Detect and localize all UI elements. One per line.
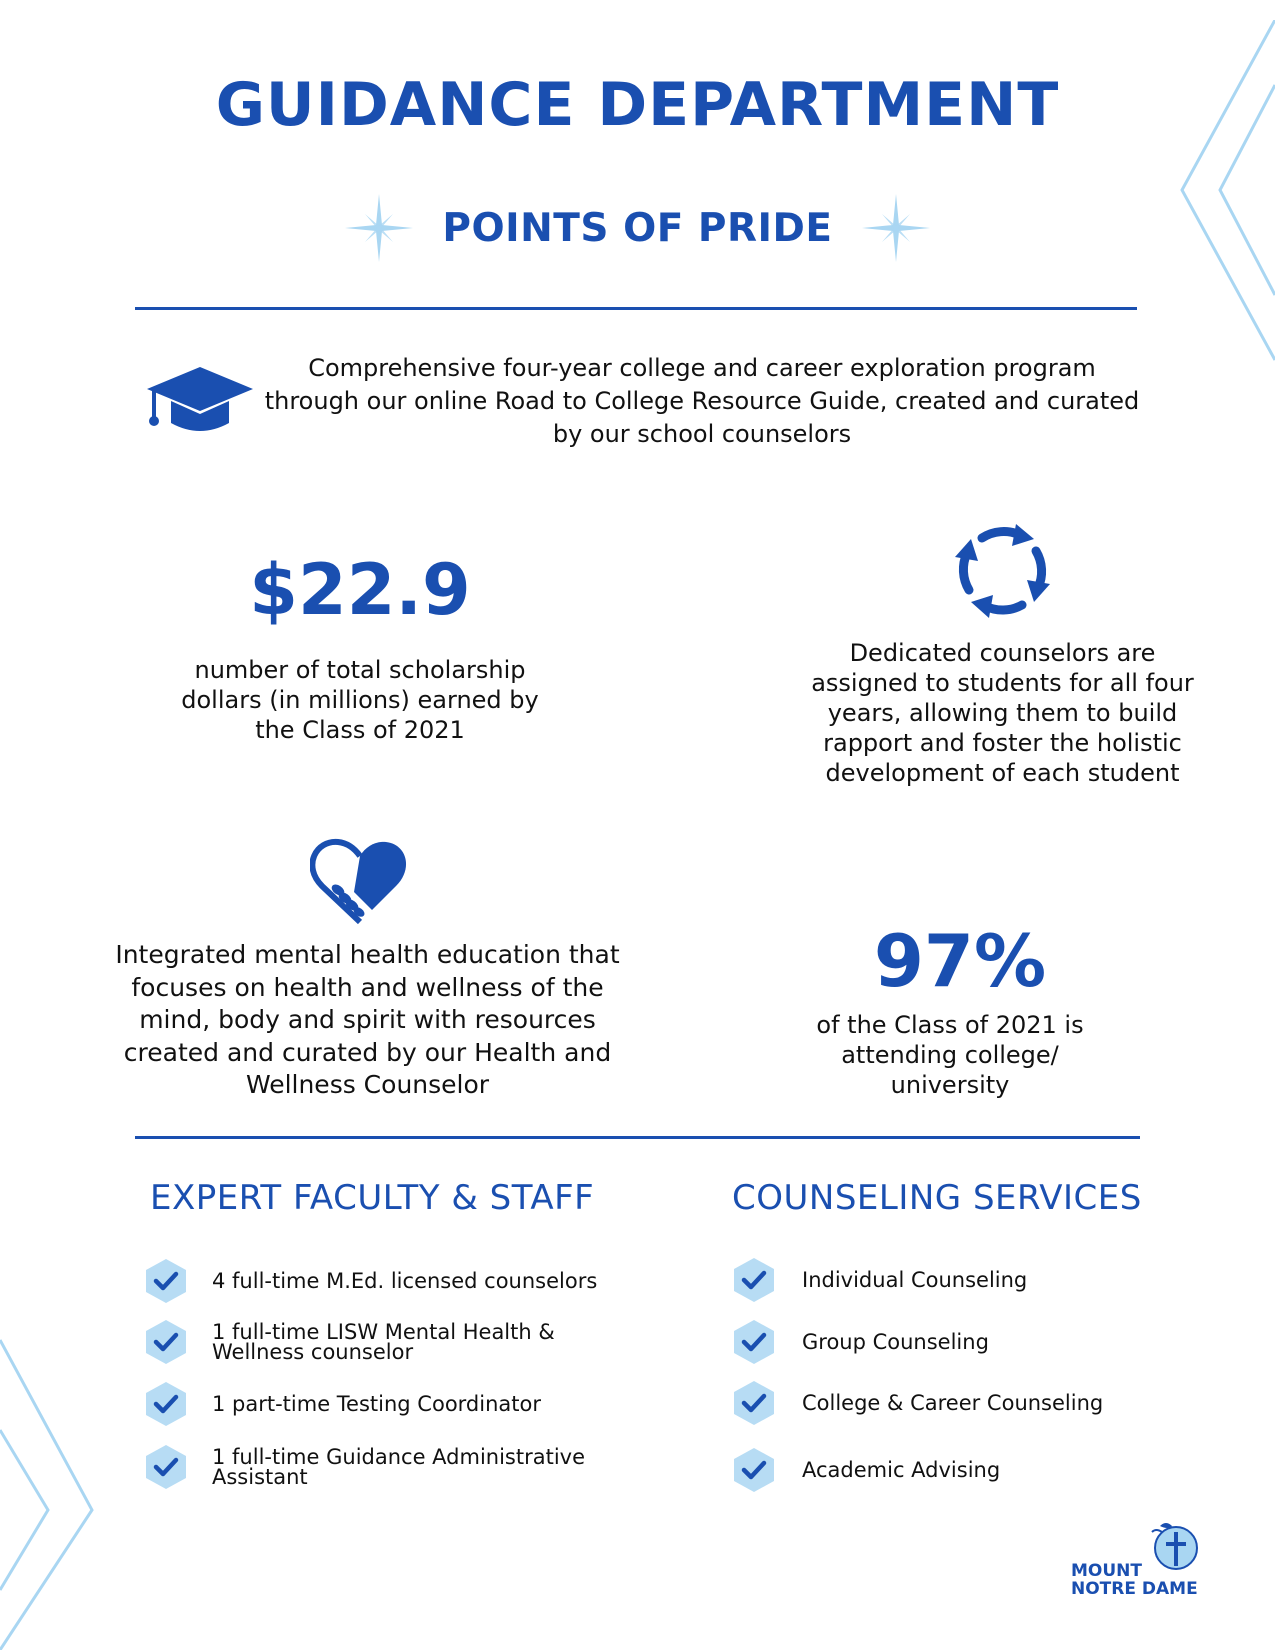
item-line-1: 4 full-time M.Ed. licensed counselors [212,1269,598,1293]
item-label: Individual Counseling [802,1268,1028,1292]
scholarship-stat-value: $22.9 [249,549,471,631]
page-title: GUIDANCE DEPARTMENT [215,70,1060,140]
item-line-1: 1 full-time Guidance Administrative [212,1445,586,1469]
check-hexagon-icon [142,1318,190,1366]
check-hexagon-icon [730,1318,778,1366]
counselors-stat-text: Dedicated counselors are assigned to students for all four years, allowing them to build rapport and foster the holistic development of each student [811,639,1194,787]
college-line-1: of the Class of 2021 is [816,1011,1084,1039]
scholarship-line-2: dollars (in millions) earned by [181,686,539,714]
check-hexagon-icon [142,1380,190,1428]
intro-text: Comprehensive four-year college and career exploration program through our online Road to College Resource Guide, created and curated by our school counselors [264,354,1140,448]
scholarship-stat-text [140,655,580,745]
college-line-3: university [890,1071,1010,1099]
list-item [730,1318,989,1366]
item-line-2: Wellness counselor [212,1340,414,1364]
scholarship-line-3: the Class of 2021 [255,716,465,744]
item-line-1: 1 full-time LISW Mental Health & [212,1320,555,1344]
subtitle-row [0,188,1275,268]
mental-health-stat-text: Integrated mental health education that focuses on health and wellness of the mind, body and spirit with resources created and curated by our Health and Wellness Counselor [115,940,620,1099]
logo-line-1: MOUNT [1071,1561,1142,1581]
services-heading: COUNSELING SERVICES [732,1178,1142,1218]
check-hexagon-icon [730,1446,778,1494]
list-item [142,1257,597,1305]
check-hexagon-icon [730,1379,778,1427]
check-hexagon-icon [142,1443,190,1491]
item-line-2: Assistant [212,1465,308,1489]
college-line-2: attending college/ [841,1041,1059,1069]
cycle-arrows-icon [950,518,1055,623]
list-item [142,1318,555,1366]
chevron-decoration-left [0,1320,100,1650]
list-item [142,1380,541,1428]
school-logo [1070,1518,1210,1598]
college-stat-value: 97% [873,919,1047,1003]
sparkle-icon [861,193,931,263]
item-line-1: 1 part-time Testing Coordinator [212,1392,541,1416]
check-hexagon-icon [730,1256,778,1304]
item-label: College & Career Counseling [802,1391,1104,1415]
list-item [730,1446,1000,1494]
heart-handshake-icon [310,838,410,926]
divider-bottom [135,1136,1140,1139]
college-stat-text [790,1010,1110,1100]
item-label: Academic Advising [802,1458,1001,1482]
cross-globe-icon [1150,1518,1200,1572]
page-subtitle: POINTS OF PRIDE [442,205,833,251]
faculty-heading: EXPERT FACULTY & STAFF [150,1178,595,1218]
graduation-cap-icon [145,365,255,437]
list-item [730,1256,1027,1304]
item-label: Group Counseling [802,1330,989,1354]
logo-line-2: NOTRE DAME [1071,1579,1198,1599]
scholarship-line-1: number of total scholarship [194,656,526,684]
list-item [730,1379,1103,1427]
sparkle-icon [344,193,414,263]
check-hexagon-icon [142,1257,190,1305]
divider-top [135,307,1137,310]
list-item [142,1443,585,1491]
